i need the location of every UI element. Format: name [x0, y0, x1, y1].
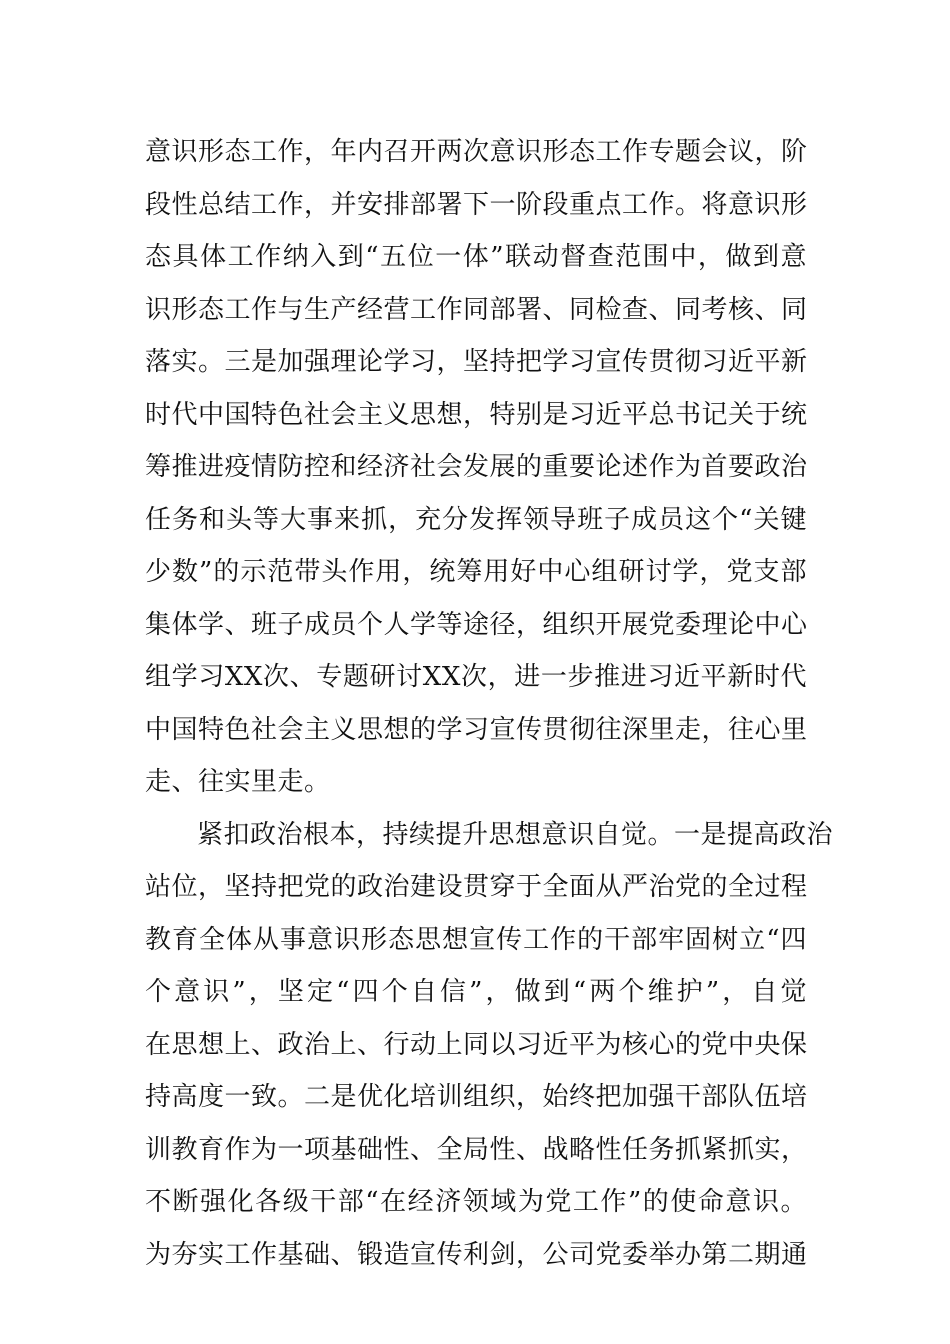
paragraph-1-line: 时代中国特色社会主义思想，特别是习近平总书记关于统	[145, 399, 808, 430]
paragraph-1-line: 段性总结工作，并安排部署下一阶段重点工作。将意识形	[145, 189, 808, 220]
paragraph-1-line: 任务和头等大事来抓，充分发挥领导班子成员这个“关键	[145, 504, 807, 535]
paragraph-2-line: 紧扣政治根本，持续提升思想意识自觉。一是提高政治	[197, 819, 834, 850]
paragraph-2-line: 为夯实工作基础、锻造宣传利剑，公司党委举办第二期通	[145, 1239, 808, 1270]
document-body	[145, 126, 834, 1281]
paragraph-1-line: 落实。三是加强理论学习，坚持把学习宣传贯彻习近平新	[145, 347, 808, 377]
paragraph-2-line: 站位，坚持把党的政治建设贯穿于全面从严治党的全过程	[145, 872, 808, 902]
paragraph-1-line: 识形态工作与生产经营工作同部署、同检查、同考核、同	[145, 294, 808, 325]
paragraph-2-line: 教育全体从事意识形态思想宣传工作的干部牢固树立“四	[145, 924, 807, 955]
paragraph-2-line: 持高度一致。二是优化培训组织，始终把加强干部队伍培	[145, 1082, 808, 1112]
paragraph-2-line: 不断强化各级干部“在经济领域为党工作”的使命意识。	[145, 1187, 807, 1217]
paragraph-1-line: 筹推进疫情防控和经济社会发展的重要论述作为首要政治	[145, 452, 808, 482]
paragraph-1-line: 中国特色社会主义思想的学习宣传贯彻往深里走，往心里	[145, 714, 808, 745]
paragraph-1-line: 组学习XX次、专题研讨XX次，进一步推进习近平新时代	[145, 662, 807, 692]
paragraph-1-line: 意识形态工作，年内召开两次意识形态工作专题会议，阶	[145, 137, 808, 167]
paragraph-1-line: 少数”的示范带头作用，统筹用好中心组研讨学，党支部	[145, 557, 807, 587]
paragraph-2-line: 在思想上、政治上、行动上同以习近平为核心的党中央保	[145, 1029, 808, 1060]
paragraph-1-line: 走、往实里走。	[145, 767, 331, 797]
paragraph-1-line: 态具体工作纳入到“五位一体”联动督查范围中，做到意	[145, 242, 807, 272]
paragraph-2-line: 训教育作为一项基础性、全局性、战略性任务抓紧抓实，	[145, 1134, 808, 1165]
paragraph-2-line: 个意识”，坚定“四个自信”，做到“两个维护”，自觉	[145, 977, 807, 1007]
paragraph-1-line: 集体学、班子成员个人学等途径，组织开展党委理论中心	[145, 609, 808, 640]
